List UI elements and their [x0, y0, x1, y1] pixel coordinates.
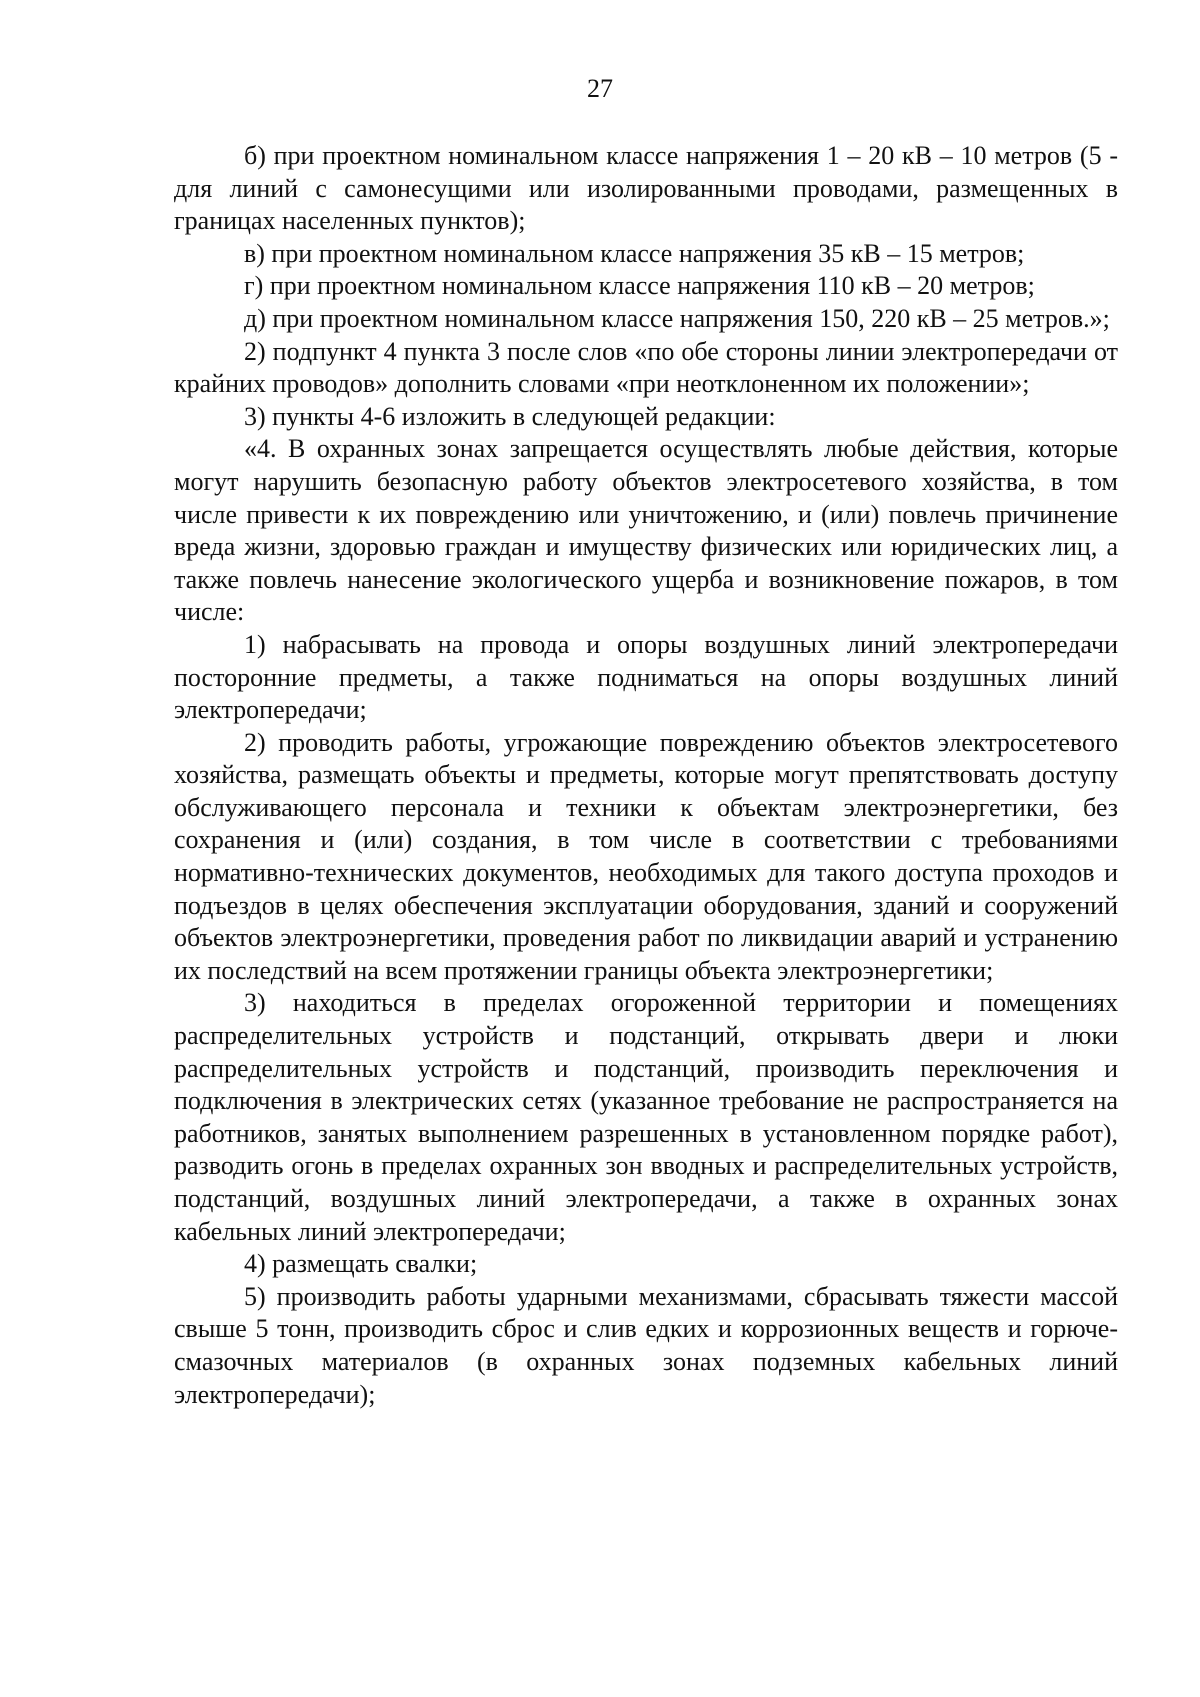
- paragraph-subitem-2: 2) проводить работы, угрожающие повреждению объектов электросетевого хозяйства, размещать объекты и предметы, которые могут препятствовать доступу обслуживающего персонала и техники к объектам электроэнергетики, без сохранения и (или) создания, в том числе в соответствии с требованиями нормативно-технических документов, необходимых для такого доступа проходов и подъездов в целях обеспечения эксплуатации оборудования, зданий и сооружений объектов электроэнергетики, проведения работ по ликвидации аварий и устранению их последствий на всем протяжении границы объекта электроэнергетики;: [174, 727, 1118, 985]
- page-number: 27: [587, 74, 613, 103]
- paragraph-b: б) при проектном номинальном классе напряжения 1 – 20 кВ – 10 метров (5 - для линий с самонесущими или изолированными проводами, размещенных в границах населенных пунктов);: [174, 141, 1118, 236]
- paragraph-d: д) при проектном номинальном классе напряжения 150, 220 кВ – 25 метров.»;: [244, 303, 1110, 333]
- document-body: [174, 140, 1118, 1411]
- paragraph-subitem-5: 5) производить работы ударными механизмами, сбрасывать тяжести массой свыше 5 тонн, производить сброс и слив едких и коррозионных веществ и горюче-смазочных материалов (в охранных зонах подземных кабельных линий электропередачи);: [174, 1281, 1118, 1409]
- paragraph-subitem-1: 1) набрасывать на провода и опоры воздушных линий электропередачи посторонние предметы, а также подниматься на опоры воздушных линий электропередачи;: [174, 629, 1118, 725]
- paragraph-clause-4: «4. В охранных зонах запрещается осуществлять любые действия, которые могут нарушить безопасную работу объектов электросетевого хозяйства, в том числе привести к их повреждению или уничтожению, и (или) повлечь причинение вреда жизни, здоровью граждан и имуществу физических или юридических лиц, а также повлечь нанесение экологического ущерба и возникновение пожаров, в том числе:: [174, 434, 1118, 627]
- paragraph-v: в) при проектном номинальном классе напряжения 35 кВ – 15 метров;: [244, 238, 1025, 268]
- paragraph-g: г) при проектном номинальном классе напряжения 110 кВ – 20 метров;: [244, 271, 1035, 301]
- paragraph-item-2: 2) подпункт 4 пункта 3 после слов «по обе стороны линии электропередачи от крайних проводов» дополнить словами «при неотклоненном их положении»;: [174, 336, 1118, 399]
- paragraph-subitem-3: 3) находиться в пределах огороженной территории и помещениях распределительных устройств и подстанций, открывать двери и люки распределительных устройств и подстанций, производить переключения и подключения в электрических сетях (указанное требование не распространяется на работников, занятых выполнением разрешенных в установленном порядке работ), разводить огонь в пределах охранных зон вводных и распределительных устройств, подстанций, воздушных линий электропередачи, а также в охранных зонах кабельных линий электропередачи;: [174, 988, 1118, 1246]
- paragraph-item-3: 3) пункты 4-6 изложить в следующей редакции:: [244, 401, 776, 431]
- paragraph-subitem-4: 4) размещать свалки;: [244, 1249, 478, 1279]
